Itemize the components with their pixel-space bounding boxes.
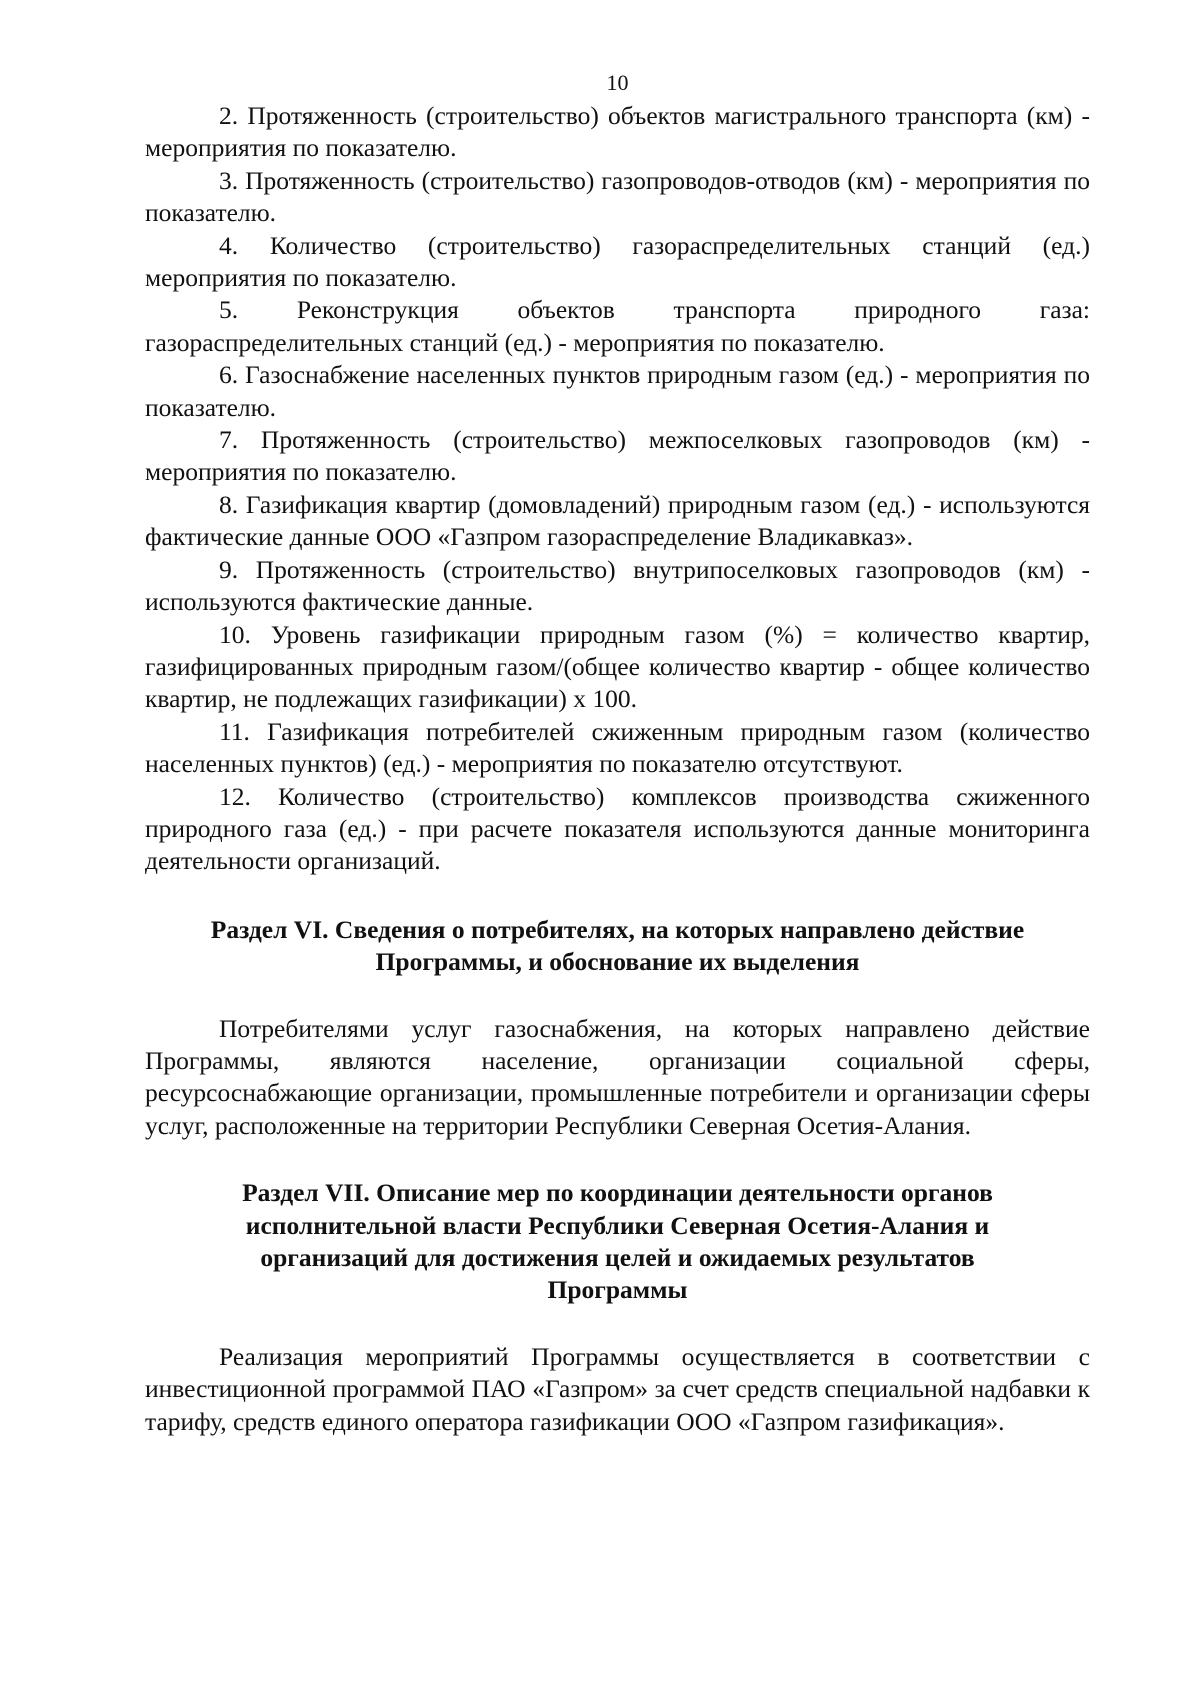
section-6-heading-line-1: Раздел VI. Сведения о потребителях, на которых направлено действие xyxy=(210,914,1025,944)
section-7-heading-line-4: Программы xyxy=(547,1275,688,1305)
list-item-7: 7. Протяженность (строительство) межпоселковых газопроводов (км) - мероприятия по показателю. xyxy=(145,425,1090,487)
section-7-heading-line-3: организаций для достижения целей и ожидаемых результатов xyxy=(260,1243,975,1272)
list-item-5: 5. Реконструкция объектов транспорта природного газа: газораспределительных станций (ед.) - мероприятия по показателю. xyxy=(145,295,1090,357)
section-7-text: Реализация мероприятий Программы осуществляется в соответствии с инвестиционной программой ПАО «Газпром» за счет средств специальной надбавки к тарифу, средств единого оператора газификации ООО «Газпром газификация». xyxy=(145,1341,1090,1436)
list-item-11: 11. Газификация потребителей сжиженным природным газом (количество населенных пунктов) (ед.) - мероприятия по показателю отсутствуют. xyxy=(145,716,1090,779)
list-item-6: 6. Газоснабжение населенных пунктов природным газом (ед.) - мероприятия по показателю. xyxy=(145,360,1090,422)
list-item-4: 4. Количество (строительство) газораспределительных станций (ед.) мероприятия по показателю. xyxy=(145,230,1090,293)
list-item-9: 9. Протяженность (строительство) внутрипоселковых газопроводов (км) - используются фактические данные. xyxy=(145,554,1090,617)
section-6-text: Потребителями услуг газоснабжения, на которых направлено действие Программы, являются население, организации социальной сферы, ресурсоснабжающие организации, промышленные потребители и организации сферы услуг, расположенные на территории Республики Северная Осетия-Алания. xyxy=(145,1013,1090,1140)
list-item-8: 8. Газификация квартир (домовладений) природным газом (ед.) - используются фактические данные ООО «Газпром газораспределение Владикавказ». xyxy=(145,489,1090,552)
section-7-heading-line-1: Раздел VII. Описание мер по координации деятельности органов xyxy=(242,1178,993,1208)
section-7-heading xyxy=(145,1177,1090,1307)
list-item-10: 10. Уровень газификации природным газом (%) = количество квартир, газифицированных природным газом/(общее количество квартир - общее количество квартир, не подлежащих газификации) х 100. xyxy=(145,619,1090,714)
page-number: 10 xyxy=(606,70,629,95)
section-6-heading-line-2: Программы, и обоснование их выделения xyxy=(375,947,860,977)
section-7-heading-line-2: исполнительной власти Республики Северная Осетия-Алания и xyxy=(245,1210,990,1240)
section-6-heading xyxy=(145,914,1090,979)
document-page xyxy=(145,68,1090,1438)
list-item-12: 12. Количество (строительство) комплексов производства сжиженного природного газа (ед.) - при расчете показателя используются данные мониторинга деятельности организаций. xyxy=(145,781,1090,876)
list-item-3: 3. Протяженность (строительство) газопроводов-отводов (км) - мероприятия по показателю. xyxy=(145,165,1090,228)
list-item-2: 2. Протяженность (строительство) объектов магистрального транспорта (км) - мероприятия по показателю. xyxy=(145,101,1090,163)
